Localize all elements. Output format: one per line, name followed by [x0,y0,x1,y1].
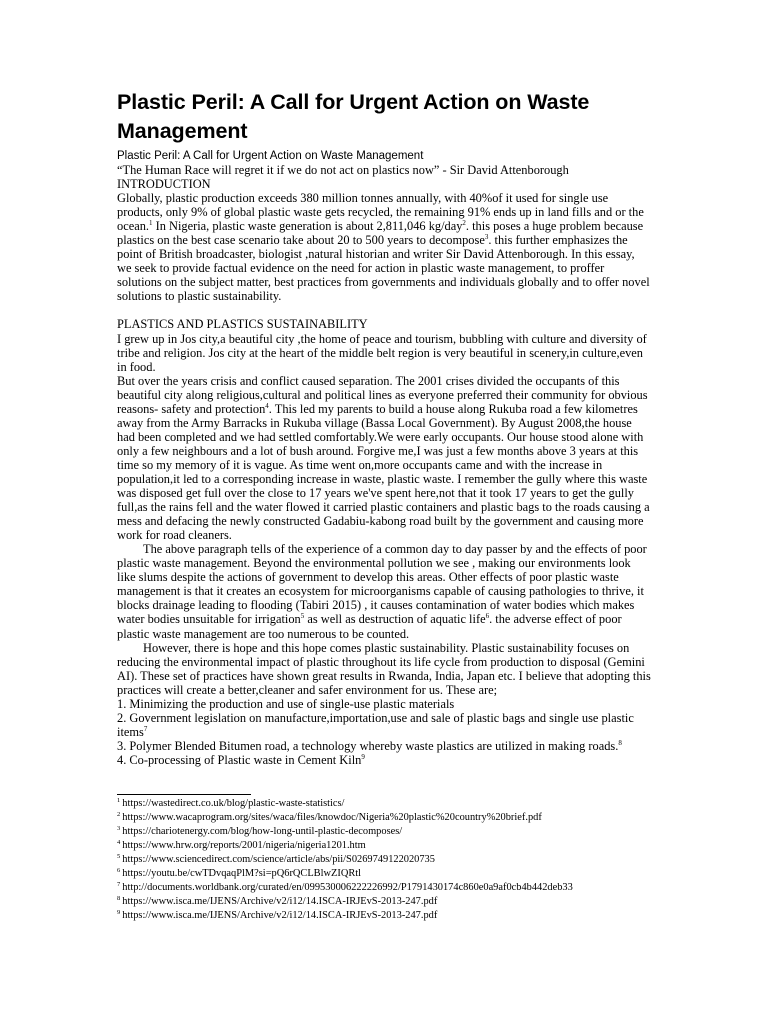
document-page [117,0,652,767]
list-item: 1. Minimizing the production and use of single-use plastic materials [117,696,455,711]
footnote: $^6$ https://youtu.be/cwTDvqaqPlM?si=pQ6rQCLBlwZIQRtl [117,867,362,879]
footnote-ref: 7 [143,724,148,733]
opening-quote: “The Human Race will regret it if we do not act on plastics now” - Sir David Attenborough [117,163,569,177]
list-item: 2. Government legislation on manufacture,importation,use and sale of plastic bags and single use plastic items$^7$ [117,710,634,739]
footnote: $^7$ http://documents.worldbank.org/curated/en/099530006222226992/P1791430174c860e0a9af0cb4b442deb33 [117,881,573,893]
footnote: $^4$ https://www.hrw.org/reports/2001/nigeria/nigeria1201.htm [117,839,366,851]
document-subtitle: Plastic Peril: A Call for Urgent Action on Waste Management [117,150,424,162]
footnote-ref: 6 [485,612,490,621]
list-item: 4. Co-processing of Plastic waste in Cement Kiln$^9$ [117,752,365,767]
footnote: $^5$ https://www.sciencedirect.com/science/article/abs/pii/S0269749122020735 [117,853,435,865]
footnote: $^1$ https://wastedirect.co.uk/blog/plastic-waste-statistics/ [117,797,345,809]
paragraph-crisis: But over the years crisis and conflict caused separation. The 2001 crises divided the occupants of this beautiful city along religious,cultural and political lines as everyone preferred their community for obvious reasons- safety and protection$^4$. This led my parents to build a house along Rukuba road a few kilometres away from the Army Barracks in Rukuba village (Bassa Local Government). By August 2008,the house had been completed and we had settled comfortably.We were early occupants. Our house stood alone with only a few neighbours and a lot of bush around. Forgive me,I was just a few months above 3 years at this time so my memory of it is vague. As time went on,more occupants came and with the increase in population,it led to a corresponding increase in waste, plastic waste. I remember the gully where this waste was disposed get full over the close to 17 years we've spent here,not that it took 17 years to get the gully full,as the rains fell and the water flowed it carried plastic containers and plastic bags to the roads causing a mess and defacing the newly constructed Gadabiu-kabong road built by the government and causing more work for road cleaners. [117,373,650,543]
footnote-ref: 1 [149,219,153,228]
footnotes [117,797,717,923]
footnote-ref: 5 [300,612,305,621]
intro-heading: INTRODUCTION [117,177,211,192]
list-item: 3. Polymer Blended Bitumen road, a technology whereby waste plastics are utilized in making roads.$^8$ [117,738,622,753]
footnote: $^9$ https://www.isca.me/IJENS/Archive/v2/i12/14.ISCA-IRJEvS-2013-247.pdf [117,909,438,921]
footnote-separator [117,794,251,795]
paragraph-effects: The above paragraph tells of the experience of a common day to day passer by and the effects of poor plastic waste management. Beyond the environmental pollution we see , making our environments look like slums despite the actions of government to develop this areas. Other effects of poor plastic waste management is that it creates an ecosystem for microorganisms capable of causing pathologies to thrive, it blocks drainage leading to flooding (Tabiri 2015) , it causes contamination of water bodies which makes water bodies unsuitable for irrigation$^5$ as well as destruction of aquatic life$^6$. the adverse effect of poor plastic waste management are too numerous to be counted. [117,542,647,641]
footnote: $^8$ https://www.isca.me/IJENS/Archive/v2/i12/14.ISCA-IRJEvS-2013-247.pdf [117,895,438,907]
intro-paragraph: Globally, plastic production exceeds 380 million tonnes annually, with 40%of it used for single use products, only 9% of global plastic waste gets recycled, the remaining 91% ends up in land fills and or the ocean.$^1$ In Nigeria, plastic waste generation is about 2,811,046 kg/day$^2$. this poses a huge problem because plastics on the best case scenario take about 20 to 500 years to decompose$^3$. this further emphasizes the point of British broadcaster, biologist ,natural historian and writer Sir David Attenborough. In this essay, we seek to provide factual evidence on the need for action in plastic waste management, to proffer solutions on the subject matter, best practices from governments and individuals globally and to offer novel solutions to plastic sustainability. [117,191,650,304]
footnote: $^2$ https://www.wacaprogram.org/sites/waca/files/knowdoc/Nigeria%20plastic%20country%20brief.pdf [117,811,542,823]
footnote-ref: 2 [462,219,466,228]
footnote: $^3$ https://chariotenergy.com/blog/how-long-until-plastic-decomposes/ [117,825,403,837]
document-title: Plastic Peril: A Call for Urgent Action on Waste Management [117,90,590,143]
paragraph-jos-city: I grew up in Jos city,a beautiful city ,the home of peace and tourism, bubbling with culture and diversity of tribe and religion. Jos city at the heart of the middle belt region is very beautiful in scenery,in culture,even in food. [117,331,647,374]
footnote-ref: 4 [265,401,269,410]
footnote-ref: 9 [361,752,365,761]
footnote-ref: 8 [618,738,622,747]
document-body [117,163,652,767]
section-heading: PLASTICS AND PLASTICS SUSTAINABILITY [117,317,368,332]
footnote-ref: 3 [484,233,489,242]
paragraph-hope: However, there is hope and this hope comes plastic sustainability. Plastic sustainability focuses on reducing the environmental impact of plastic throughout its life cycle from production to disposal (Gemini AI). These set of practices have shown great results in Rwanda, India, Japan etc. I believe that adopting this practices will create a better,cleaner and safer environment for us. These are; [117,640,651,697]
